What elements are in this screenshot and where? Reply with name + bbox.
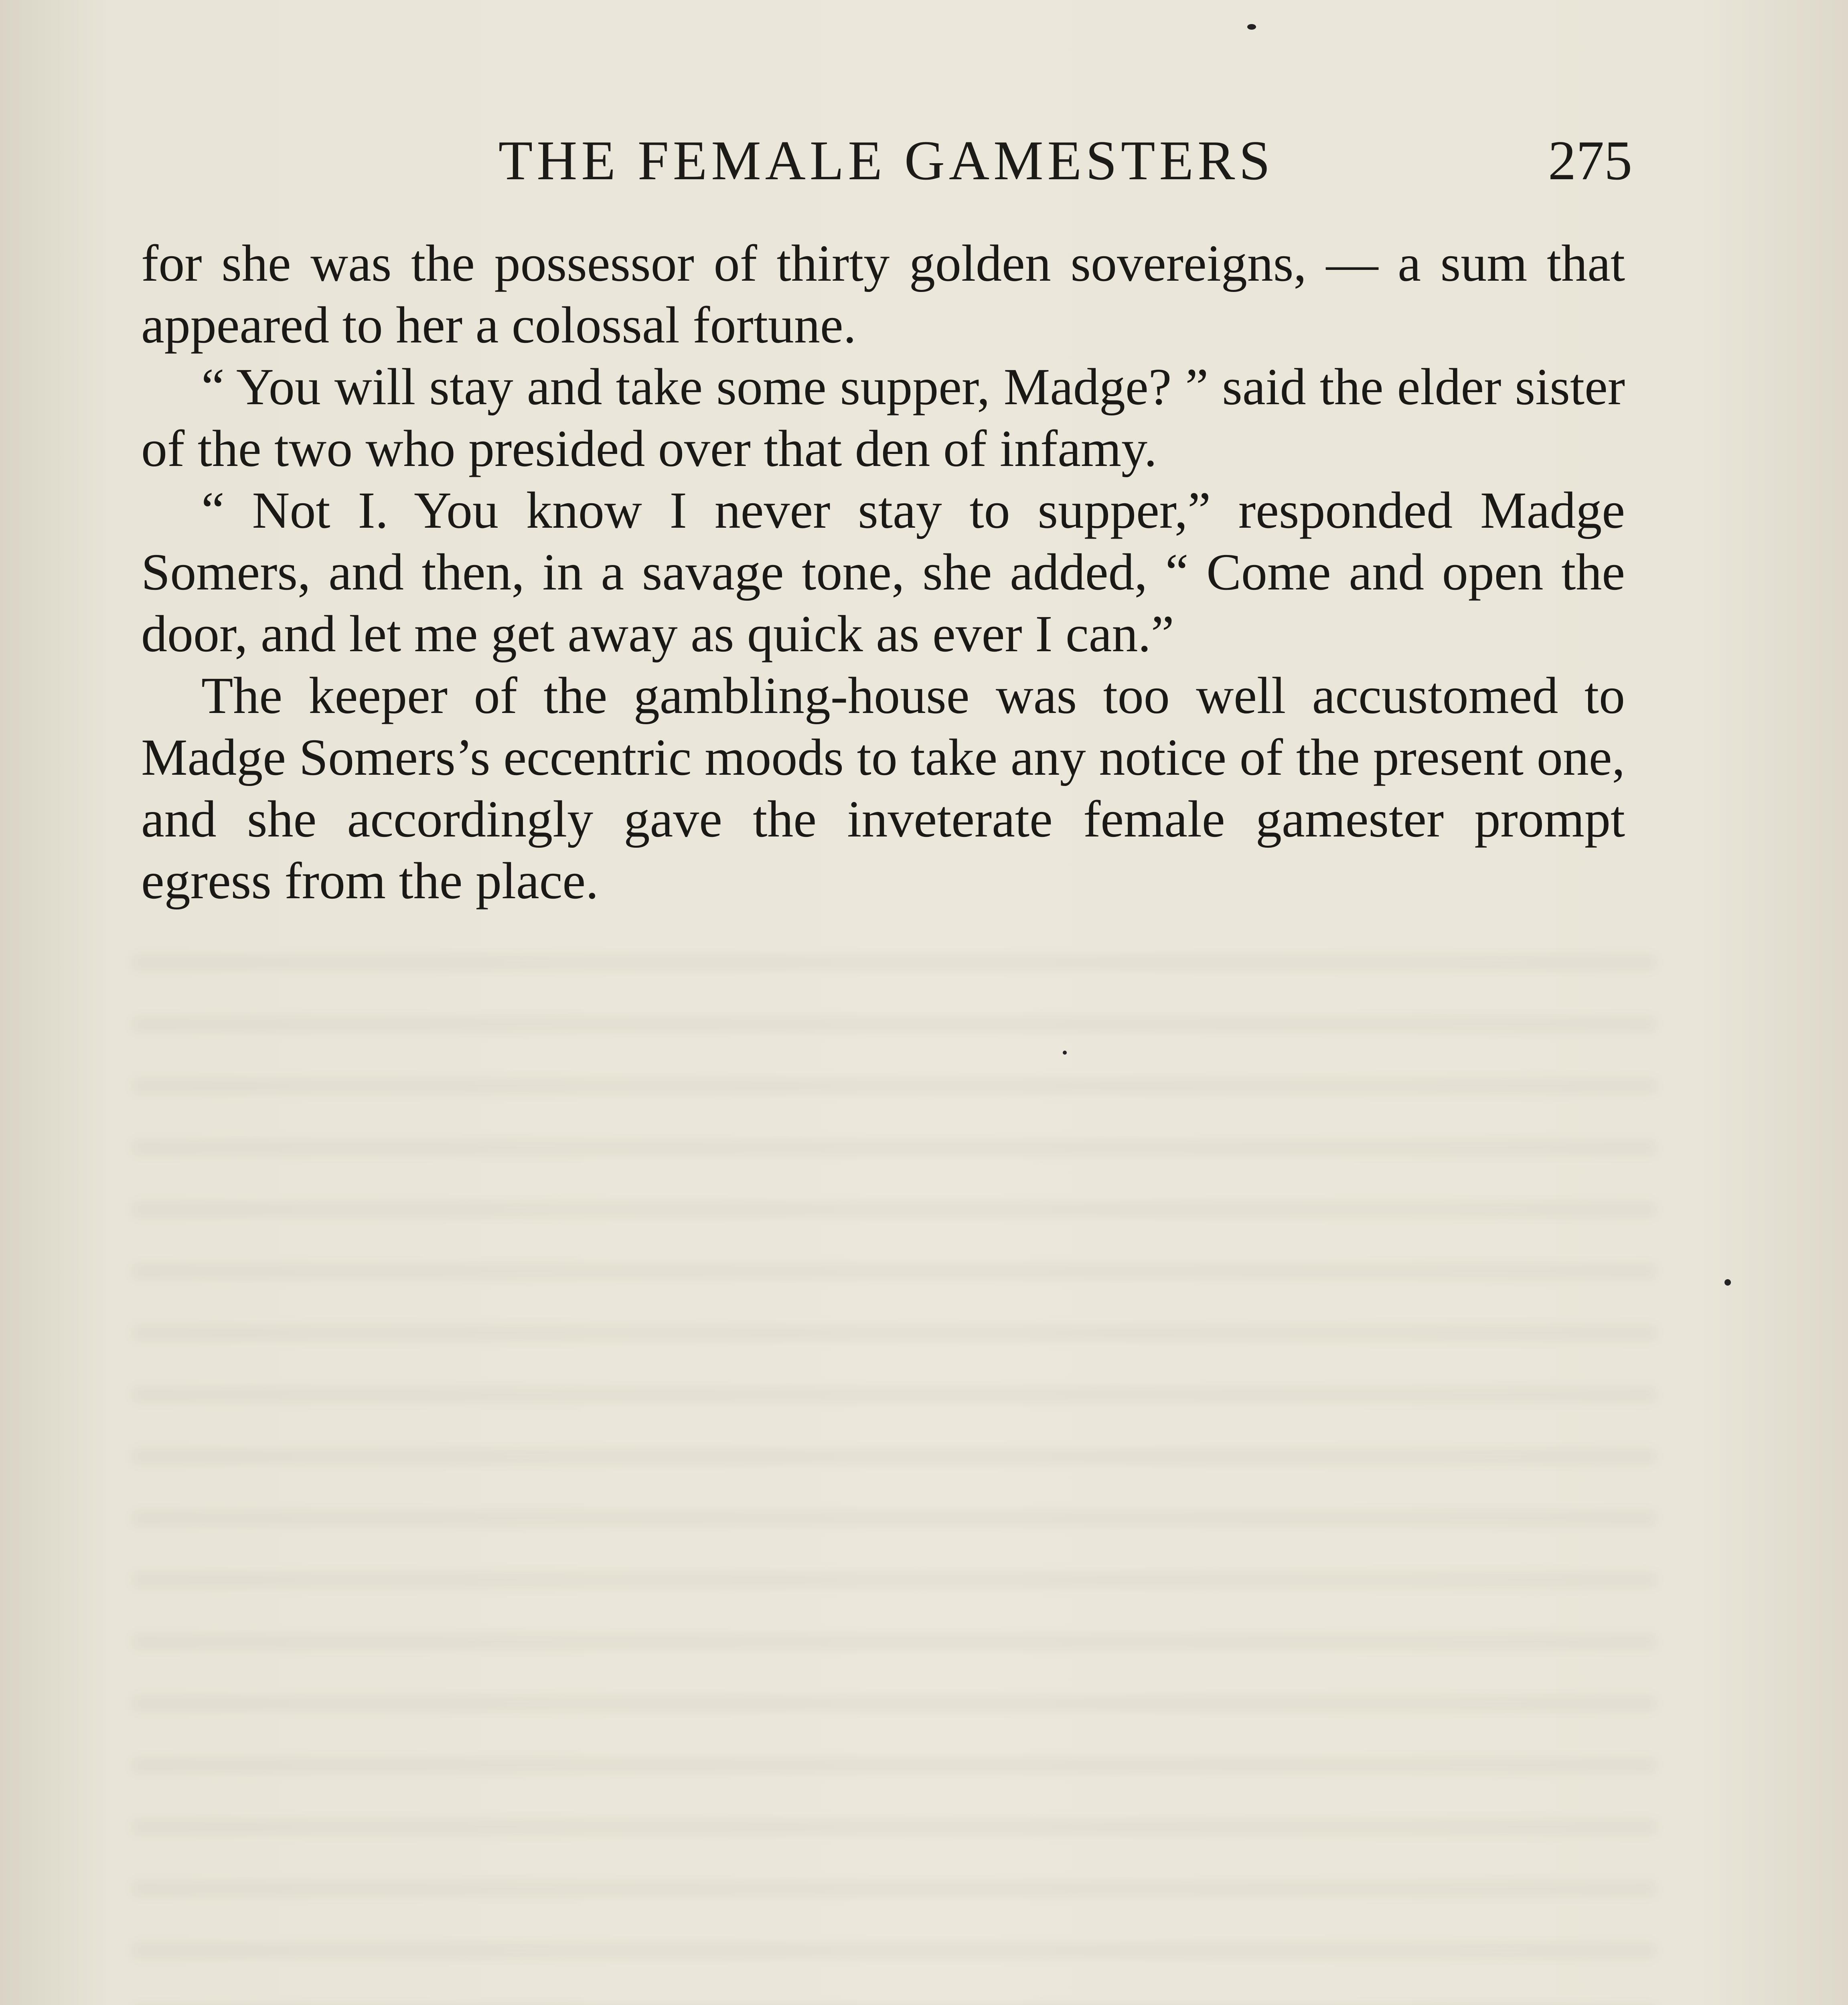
page-number: 275: [1548, 130, 1632, 192]
page-header: [140, 120, 1632, 192]
paragraph-3: “ Not I. You know I never stay to supper,” responded Madge Somers, and then, in a savage tone, she added, “ Come and open the door, and let me get away as quick as ever I can.”: [141, 482, 1625, 663]
dust-speck: [1247, 24, 1256, 30]
running-head: THE FEMALE GAMESTERS: [498, 130, 1275, 192]
body-text: [141, 233, 1625, 912]
dust-speck: [1724, 1279, 1731, 1286]
paragraph-4: The keeper of the gambling-house was too well accustomed to Madge Somers’s eccentric moods to take any notice of the present one, and she accordingly gave the inveterate female gamester prompt egress from the place.: [141, 667, 1625, 910]
paragraph-2: “ You will stay and take some supper, Madge? ” said the elder sister of the two who presided over that den of infamy.: [141, 358, 1625, 478]
dust-speck: [1063, 1051, 1067, 1055]
show-through-text: [132, 930, 1656, 2005]
paragraph-1: for she was the possessor of thirty golden sovereigns, — a sum that appeared to her a colossal fortune.: [141, 235, 1625, 354]
